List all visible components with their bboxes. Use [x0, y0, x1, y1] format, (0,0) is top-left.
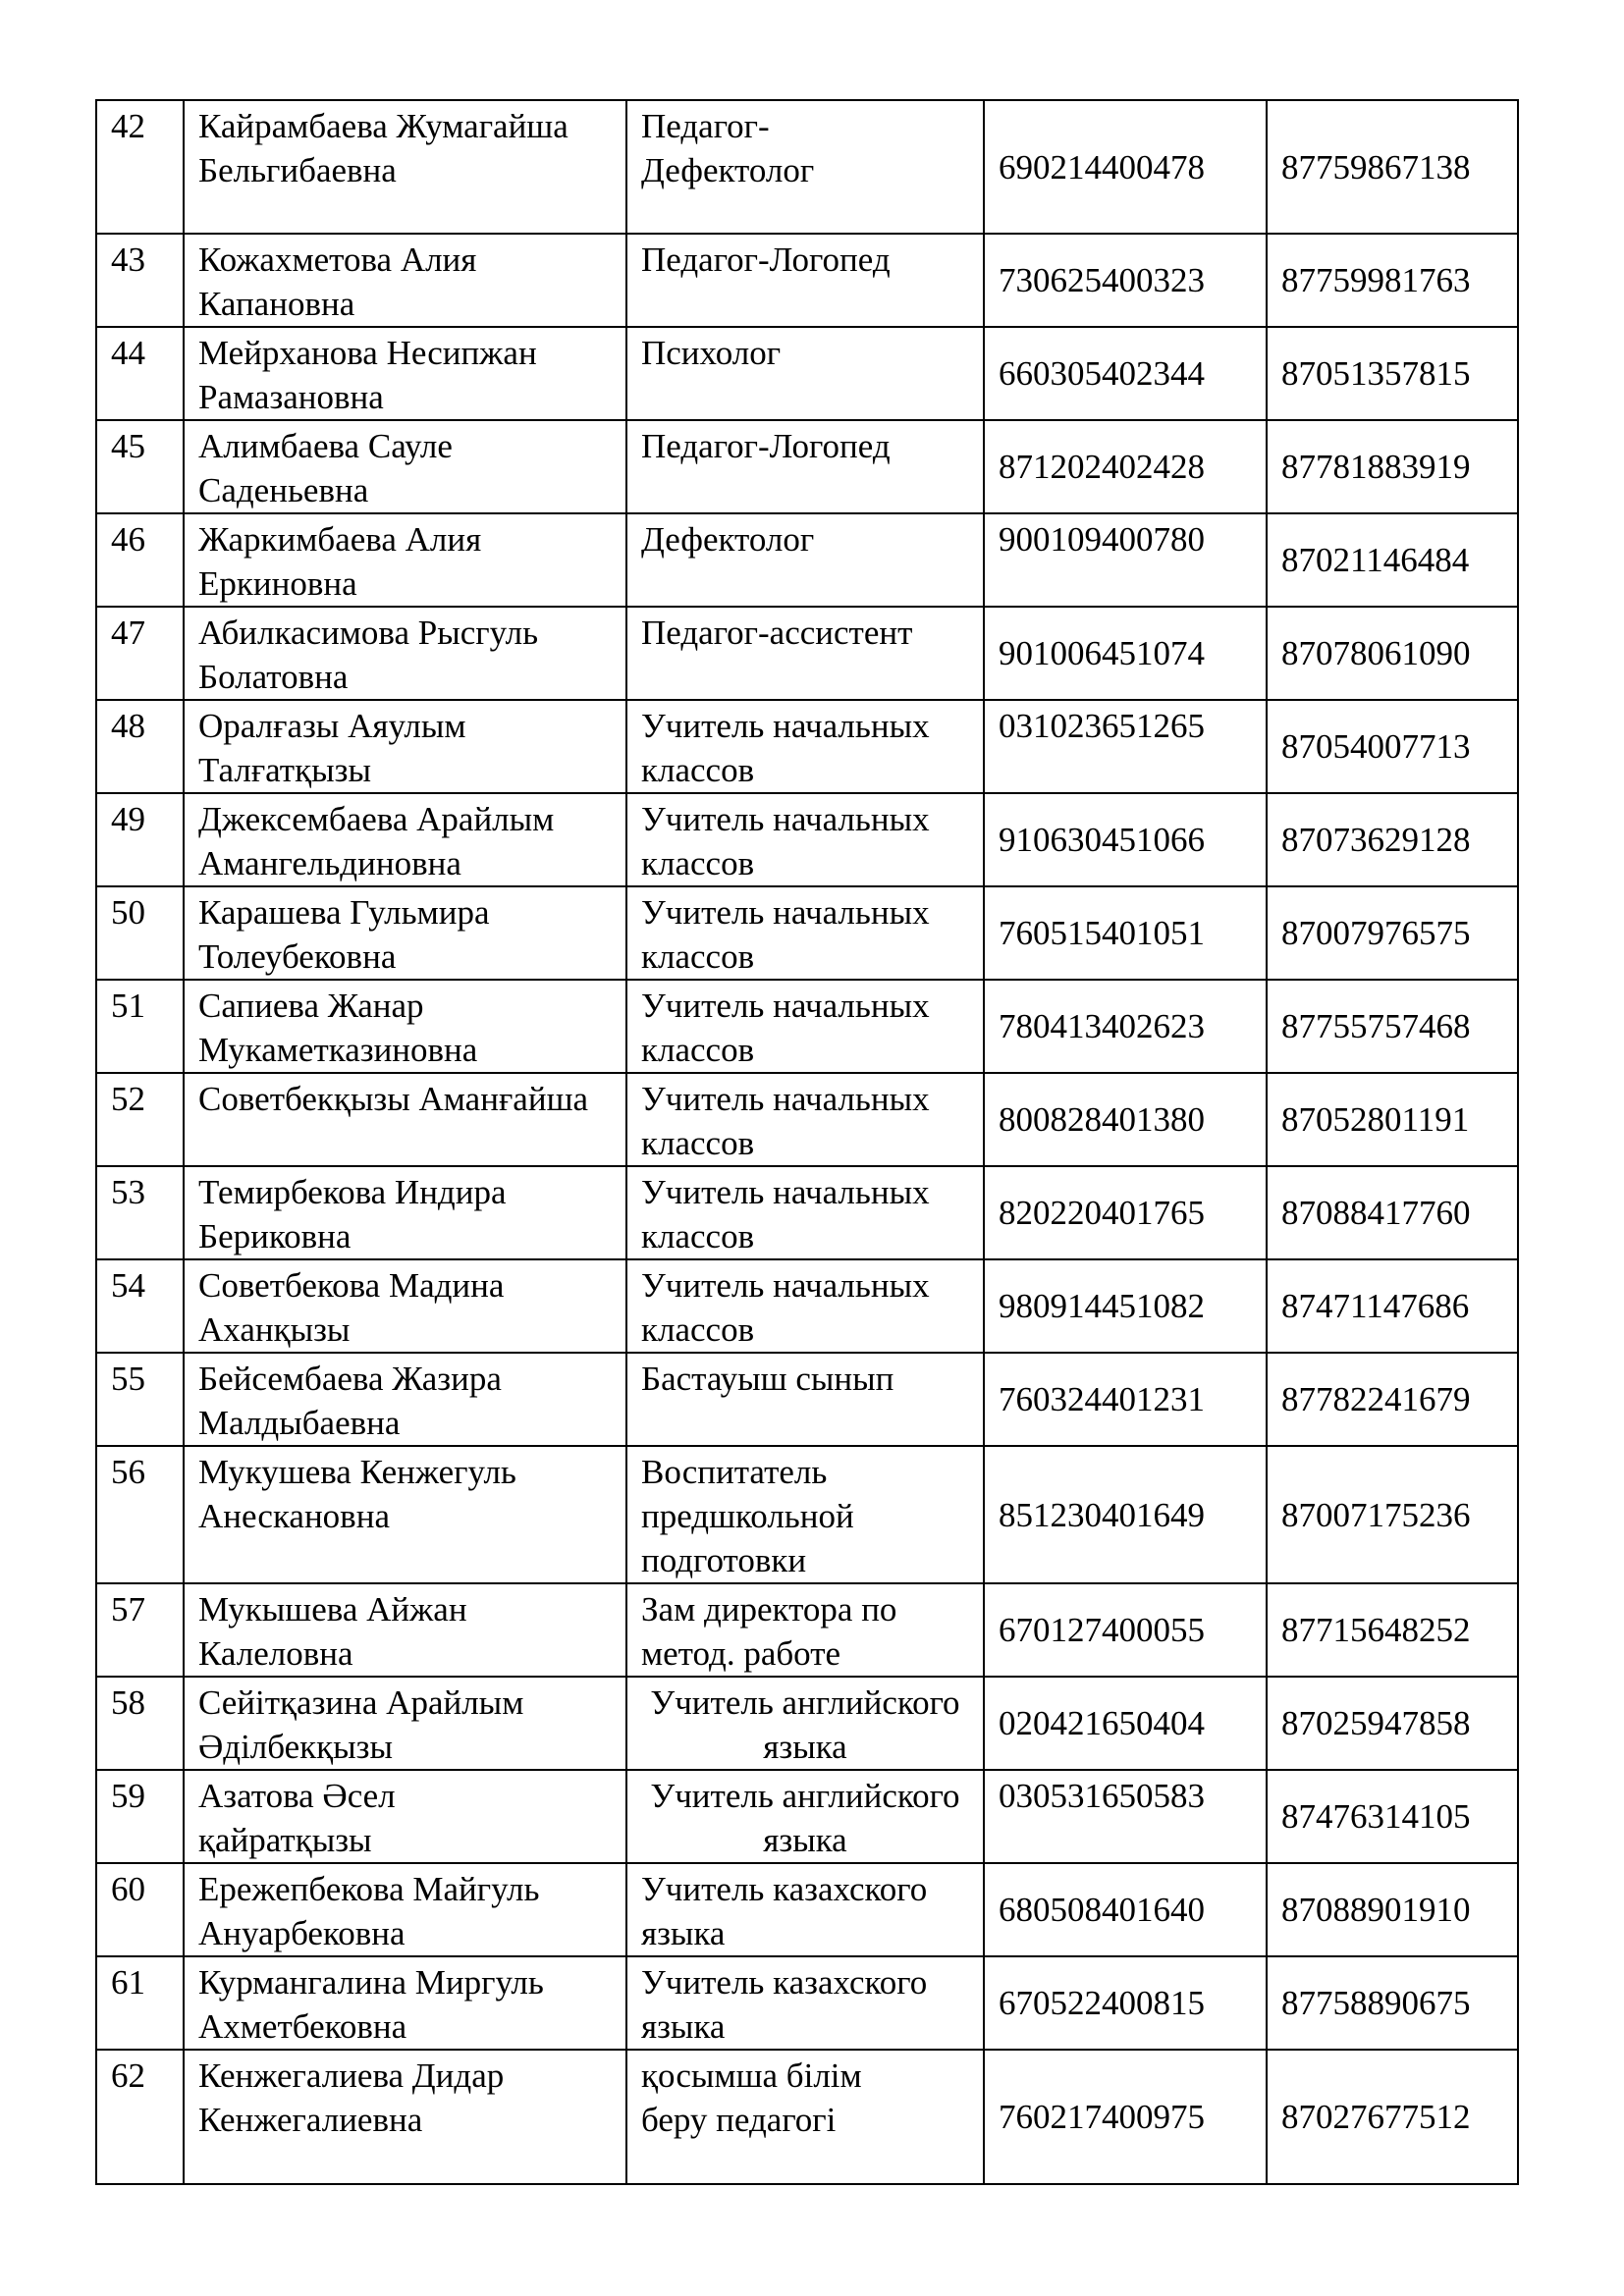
row-number: 56: [96, 1446, 184, 1583]
employee-iin: 031023651265: [984, 700, 1267, 793]
employee-phone: 87052801191: [1267, 1073, 1518, 1166]
employee-position: Учитель английского языка: [626, 1770, 984, 1863]
employee-name: Мукышева Айжан Калеловна: [184, 1583, 626, 1677]
employee-iin: 690214400478: [984, 100, 1267, 234]
table-row: [96, 234, 1518, 327]
employee-iin: 800828401380: [984, 1073, 1267, 1166]
employee-name: Мукушева Кенжегуль Анескановна: [184, 1446, 626, 1583]
employee-name: Азатова Әсел қайратқызы: [184, 1770, 626, 1863]
employee-name: Советбекова Мадина Аханқызы: [184, 1259, 626, 1353]
employee-position: Учитель начальных классов: [626, 980, 984, 1073]
employee-iin: 780413402623: [984, 980, 1267, 1073]
table-row: [96, 1353, 1518, 1446]
employee-position: Учитель английского языка: [626, 1677, 984, 1770]
employee-iin: 660305402344: [984, 327, 1267, 420]
table-row: [96, 513, 1518, 607]
table-row: [96, 1166, 1518, 1259]
row-number: 46: [96, 513, 184, 607]
employee-phone: 87781883919: [1267, 420, 1518, 513]
row-number: 42: [96, 100, 184, 234]
employee-iin: 680508401640: [984, 1863, 1267, 1956]
employee-iin: 760217400975: [984, 2050, 1267, 2184]
employee-iin: 730625400323: [984, 234, 1267, 327]
employee-iin: 020421650404: [984, 1677, 1267, 1770]
table-row: [96, 100, 1518, 234]
employee-name: Джексембаева Арайлым Амангельдиновна: [184, 793, 626, 886]
employee-phone: 87476314105: [1267, 1770, 1518, 1863]
employee-iin: 901006451074: [984, 607, 1267, 700]
employee-phone: 87715648252: [1267, 1583, 1518, 1677]
employee-position: Воспитатель предшкольной подготовки: [626, 1446, 984, 1583]
employee-iin: 820220401765: [984, 1166, 1267, 1259]
employee-name: Кайрамбаева Жумагайша Бельгибаевна: [184, 100, 626, 234]
employee-position: Учитель начальных классов: [626, 1259, 984, 1353]
table-row: [96, 1073, 1518, 1166]
employee-phone: 87755757468: [1267, 980, 1518, 1073]
employee-phone: 87758890675: [1267, 1956, 1518, 2050]
row-number: 48: [96, 700, 184, 793]
employee-name: Курмангалина Миргуль Ахметбековна: [184, 1956, 626, 2050]
employee-phone: 87759867138: [1267, 100, 1518, 234]
employee-phone: 87088901910: [1267, 1863, 1518, 1956]
employee-name: Сапиева Жанар Мукаметказиновна: [184, 980, 626, 1073]
employee-position: Психолог: [626, 327, 984, 420]
employee-name: Алимбаева Сауле Саденьевна: [184, 420, 626, 513]
employee-iin: 760515401051: [984, 886, 1267, 980]
row-number: 47: [96, 607, 184, 700]
table-row: [96, 1863, 1518, 1956]
employee-name: Кенжегалиева Дидар Кенжегалиевна: [184, 2050, 626, 2184]
employee-phone: 87007175236: [1267, 1446, 1518, 1583]
employee-phone: 87759981763: [1267, 234, 1518, 327]
employee-position: Дефектолог: [626, 513, 984, 607]
staff-table: [95, 99, 1519, 2185]
row-number: 49: [96, 793, 184, 886]
table-row: [96, 1583, 1518, 1677]
employee-phone: 87025947858: [1267, 1677, 1518, 1770]
employee-phone: 87782241679: [1267, 1353, 1518, 1446]
employee-position: Педагог-Логопед: [626, 420, 984, 513]
employee-phone: 87088417760: [1267, 1166, 1518, 1259]
row-number: 60: [96, 1863, 184, 1956]
table-row: [96, 886, 1518, 980]
employee-iin: 670127400055: [984, 1583, 1267, 1677]
table-row: [96, 980, 1518, 1073]
row-number: 58: [96, 1677, 184, 1770]
row-number: 59: [96, 1770, 184, 1863]
employee-position: Учитель казахского языка: [626, 1956, 984, 2050]
table-row: [96, 700, 1518, 793]
employee-iin: 030531650583: [984, 1770, 1267, 1863]
row-number: 54: [96, 1259, 184, 1353]
employee-position: Педагог-ассистент: [626, 607, 984, 700]
row-number: 57: [96, 1583, 184, 1677]
employee-iin: 871202402428: [984, 420, 1267, 513]
employee-position: Учитель начальных классов: [626, 700, 984, 793]
employee-name: Мейрханова Несипжан Рамазановна: [184, 327, 626, 420]
table-row: [96, 327, 1518, 420]
row-number: 55: [96, 1353, 184, 1446]
row-number: 45: [96, 420, 184, 513]
employee-name: Советбекқызы Аманғайша: [184, 1073, 626, 1166]
table-row: [96, 607, 1518, 700]
employee-iin: 670522400815: [984, 1956, 1267, 2050]
employee-name: Темирбекова Индира Бериковна: [184, 1166, 626, 1259]
employee-name: Сейітқазина Арайлым Әділбекқызы: [184, 1677, 626, 1770]
employee-phone: 87078061090: [1267, 607, 1518, 700]
employee-phone: 87027677512: [1267, 2050, 1518, 2184]
employee-name: Карашева Гульмира Толеубековна: [184, 886, 626, 980]
employee-position: қосымша білім беру педагогі: [626, 2050, 984, 2184]
employee-name: Ережепбекова Майгуль Ануарбековна: [184, 1863, 626, 1956]
row-number: 43: [96, 234, 184, 327]
employee-name: Кожахметова Алия Капановна: [184, 234, 626, 327]
table-row: [96, 420, 1518, 513]
row-number: 52: [96, 1073, 184, 1166]
employee-name: Оралғазы Аяулым Талғатқызы: [184, 700, 626, 793]
employee-iin: 760324401231: [984, 1353, 1267, 1446]
employee-position: Учитель начальных классов: [626, 1073, 984, 1166]
employee-phone: 87007976575: [1267, 886, 1518, 980]
employee-iin: 980914451082: [984, 1259, 1267, 1353]
employee-name: Абилкасимова Рысгуль Болатовна: [184, 607, 626, 700]
employee-iin: 910630451066: [984, 793, 1267, 886]
employee-position: Педагог-Логопед: [626, 234, 984, 327]
table-row: [96, 1677, 1518, 1770]
table-row: [96, 2050, 1518, 2184]
employee-phone: 87471147686: [1267, 1259, 1518, 1353]
employee-name: Бейсембаева Жазира Малдыбаевна: [184, 1353, 626, 1446]
employee-position: Учитель начальных классов: [626, 886, 984, 980]
employee-position: Бастауыш сынып: [626, 1353, 984, 1446]
row-number: 53: [96, 1166, 184, 1259]
employee-position: Учитель начальных классов: [626, 793, 984, 886]
employee-iin: 851230401649: [984, 1446, 1267, 1583]
employee-position: Учитель начальных классов: [626, 1166, 984, 1259]
row-number: 44: [96, 327, 184, 420]
employee-phone: 87021146484: [1267, 513, 1518, 607]
employee-phone: 87073629128: [1267, 793, 1518, 886]
employee-phone: 87054007713: [1267, 700, 1518, 793]
employee-position: Учитель казахского языка: [626, 1863, 984, 1956]
table-row: [96, 793, 1518, 886]
row-number: 51: [96, 980, 184, 1073]
table-row: [96, 1770, 1518, 1863]
employee-iin: 900109400780: [984, 513, 1267, 607]
table-row: [96, 1956, 1518, 2050]
row-number: 50: [96, 886, 184, 980]
employee-name: Жаркимбаева Алия Еркиновна: [184, 513, 626, 607]
employee-position: Педагог-Дефектолог: [626, 100, 984, 234]
row-number: 62: [96, 2050, 184, 2184]
employee-position: Зам директора по метод. работе: [626, 1583, 984, 1677]
employee-phone: 87051357815: [1267, 327, 1518, 420]
table-row: [96, 1259, 1518, 1353]
row-number: 61: [96, 1956, 184, 2050]
table-row: [96, 1446, 1518, 1583]
